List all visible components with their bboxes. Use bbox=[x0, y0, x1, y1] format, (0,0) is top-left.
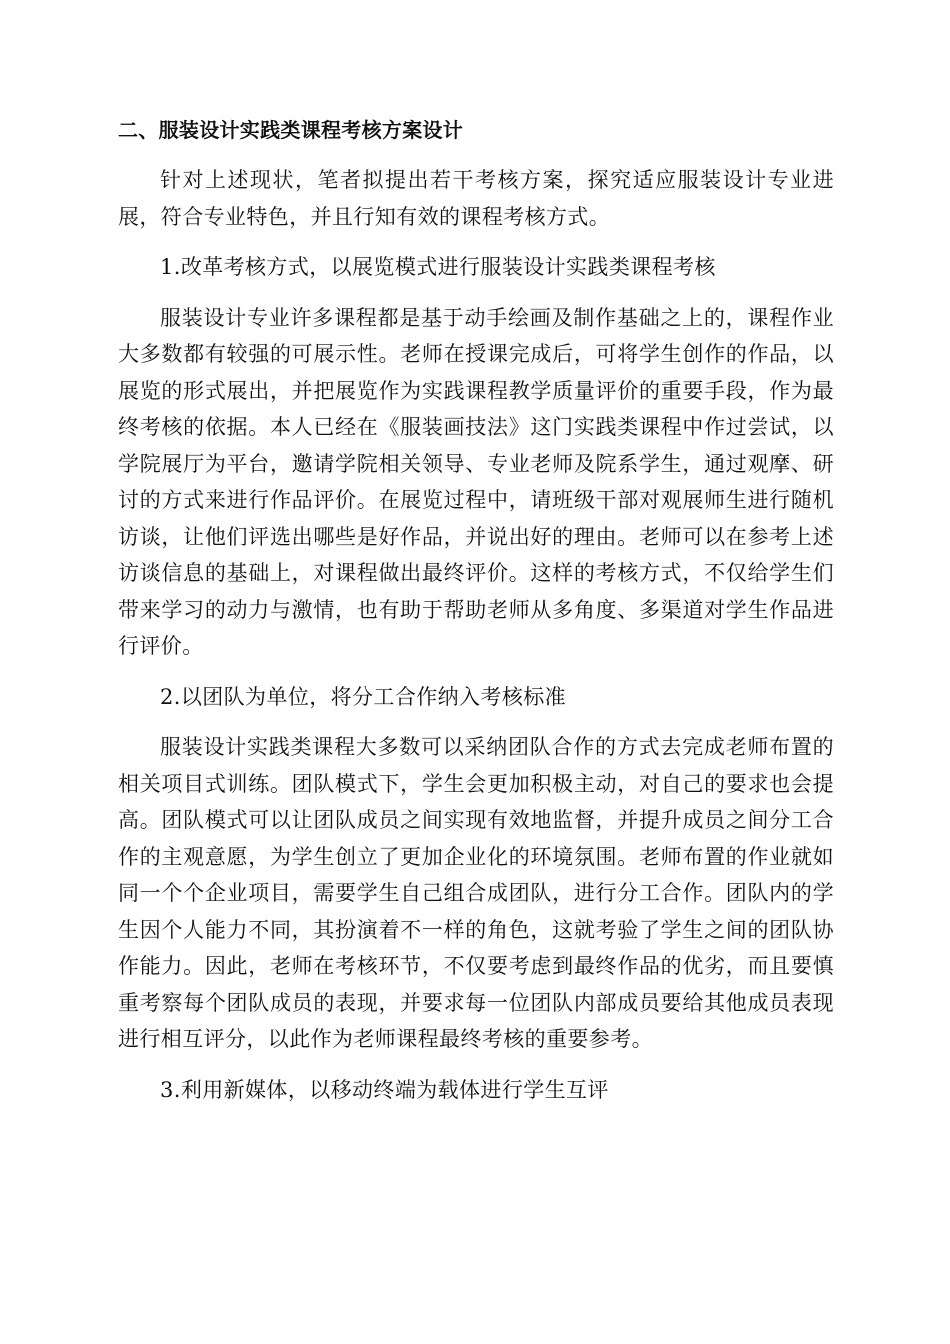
subsection-title-2: 2.以团队为单位，将分工合作纳入考核标准 bbox=[160, 684, 567, 709]
document-page bbox=[118, 112, 834, 1122]
intro-paragraph: 针对上述现状，笔者拟提出若干考核方案，探究适应服装设计专业进展，符合专业特色，并且行知有效的课程考核方式。 bbox=[118, 168, 834, 229]
subsection-title-3: 3.利用新媒体，以移动终端为载体进行学生互评 bbox=[160, 1077, 609, 1102]
subsection-body-1: 服装设计专业许多课程都是基于动手绘画及制作基础之上的，课程作业大多数都有较强的可展示性。老师在授课完成后，可将学生创作的作品，以展览的形式展出，并把展览作为实践课程教学质量评价的重要手段，作为最终考核的依据。本人已经在《服装画技法》这门实践类课程中作过尝试，以学院展厅为平台，邀请学院相关领导、专业老师及院系学生，通过观摩、研讨的方式来进行作品评价。在展览过程中，请班级干部对观展师生进行随机访谈，让他们评选出哪些是好作品，并说出好的理由。老师可以在参考上述访谈信息的基础上，对课程做出最终评价。这样的考核方式，不仅给学生们带来学习的动力与激情，也有助于帮助老师从多角度、多渠道对学生作品进行评价。 bbox=[118, 305, 834, 658]
subsection-title-1: 1.改革考核方式，以展览模式进行服装设计实践类课程考核 bbox=[160, 255, 716, 279]
subsection-body-2: 服装设计实践类课程大多数可以采纳团队合作的方式去完成老师布置的相关项目式训练。团队模式下，学生会更加积极主动，对自己的要求也会提高。团队模式可以让团队成员之间实现有效地监督，并提升成员之间分工合作的主观意愿，为学生创立了更加企业化的环境氛围。老师布置的作业就如同一个个企业项目，需要学生自己组合成团队，进行分工合作。团队内的学生因个人能力不同，其扮演着不一样的角色，这就考验了学生之间的团队协作能力。因此，老师在考核环节，不仅要考虑到最终作品的优劣，而且要慎重考察每个团队成员的表现，并要求每一位团队内部成员要给其他成员表现进行相互评分，以此作为老师课程最终考核的重要参考。 bbox=[118, 735, 834, 1051]
section-heading: 二、服装设计实践类课程考核方案设计 bbox=[118, 118, 464, 142]
